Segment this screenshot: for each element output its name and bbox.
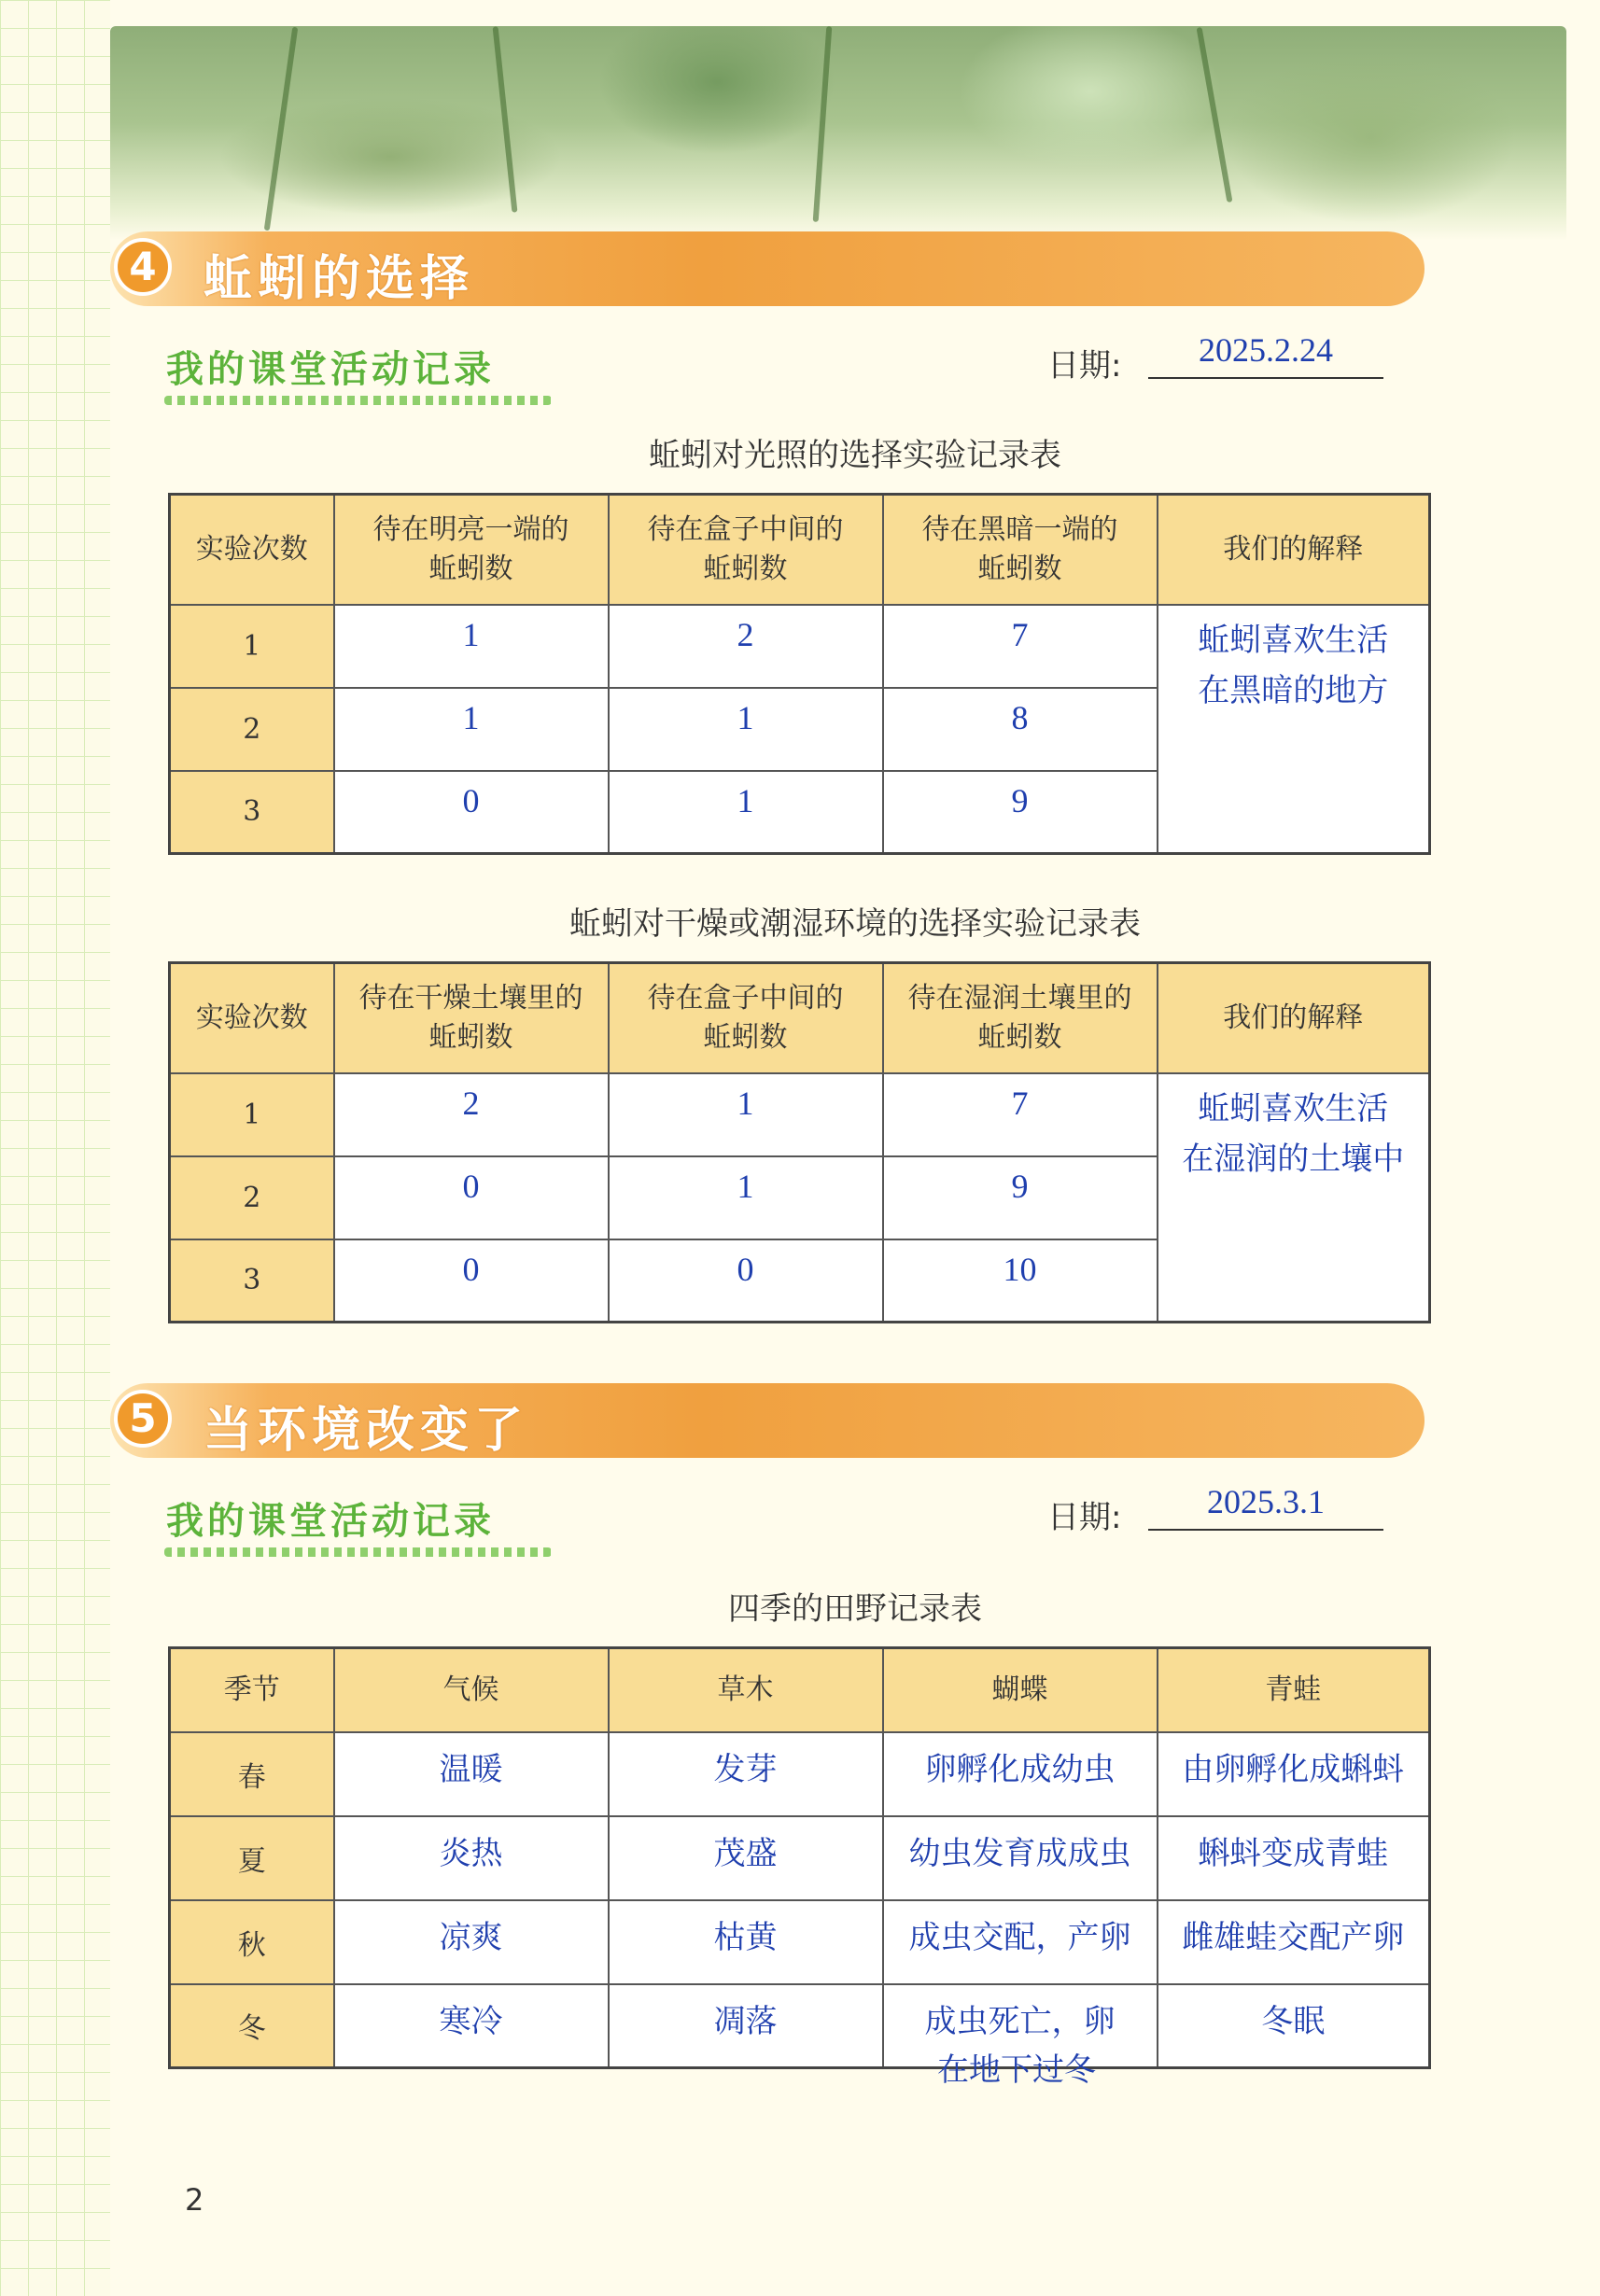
count-cell: 1 xyxy=(609,1156,883,1239)
count-cell: 0 xyxy=(609,1239,883,1323)
trial-number: 1 xyxy=(170,605,334,688)
count-cell: 7 xyxy=(883,605,1158,688)
count-cell: 1 xyxy=(609,688,883,771)
subtitle-underline xyxy=(164,1547,552,1557)
section4-number: 4 xyxy=(114,238,172,296)
header-cell: 草木 xyxy=(609,1648,883,1732)
climate-cell: 炎热 xyxy=(334,1816,609,1900)
date-label: 日期: xyxy=(1047,1499,1122,1536)
count-cell: 2 xyxy=(334,1073,609,1156)
count-cell: 0 xyxy=(334,771,609,854)
butterfly-cell: 幼虫发育成成虫 xyxy=(883,1816,1158,1900)
section4-subtitle: 我的课堂活动记录 xyxy=(166,348,495,391)
section5-subtitle: 我的课堂活动记录 xyxy=(166,1500,495,1543)
butterfly-winter-overflow: 在地下过冬 xyxy=(937,2051,1096,2089)
plants-cell: 茂盛 xyxy=(609,1816,883,1900)
butterfly-cell: 卵孵化成幼虫 xyxy=(883,1732,1158,1816)
header-cell: 待在盒子中间的 蚯蚓数 xyxy=(609,963,883,1073)
header-cell: 实验次数 xyxy=(170,963,334,1073)
explanation-cell: 蚯蚓喜欢生活 在黑暗的地方 xyxy=(1158,605,1430,854)
climate-cell: 凉爽 xyxy=(334,1900,609,1984)
butterfly-cell: 成虫交配，产卵 xyxy=(883,1900,1158,1984)
count-cell: 1 xyxy=(334,605,609,688)
header-cell: 实验次数 xyxy=(170,495,334,605)
header-cell: 待在干燥土壤里的 蚯蚓数 xyxy=(334,963,609,1073)
count-cell: 2 xyxy=(609,605,883,688)
section5-banner xyxy=(110,1383,1425,1458)
count-cell: 9 xyxy=(883,1156,1158,1239)
count-cell: 1 xyxy=(334,688,609,771)
frog-cell: 蝌蚪变成青蛙 xyxy=(1158,1816,1430,1900)
date-value: 2025.2.24 xyxy=(1148,330,1383,379)
count-cell: 0 xyxy=(334,1239,609,1323)
trial-number: 2 xyxy=(170,688,334,771)
moisture-choice-table xyxy=(168,961,1431,1323)
count-cell: 1 xyxy=(609,771,883,854)
season-label: 秋 xyxy=(170,1900,334,1984)
page-number: 2 xyxy=(185,2182,204,2218)
trial-number: 1 xyxy=(170,1073,334,1156)
trial-number: 3 xyxy=(170,771,334,854)
header-cell: 待在黑暗一端的 蚯蚓数 xyxy=(883,495,1158,605)
explanation-cell: 蚯蚓喜欢生活 在湿润的土壤中 xyxy=(1158,1073,1430,1323)
header-cell: 气候 xyxy=(334,1648,609,1732)
count-cell: 0 xyxy=(334,1156,609,1239)
section4-banner xyxy=(110,231,1425,306)
header-cell: 我们的解释 xyxy=(1158,495,1430,605)
header-cell: 待在湿润土壤里的 蚯蚓数 xyxy=(883,963,1158,1073)
butterfly-cell: 成虫死亡，卵 xyxy=(883,1984,1158,2068)
season-label: 冬 xyxy=(170,1984,334,2068)
header-photo-leaves xyxy=(110,26,1566,241)
section5-title: 当环境改变了 xyxy=(204,1403,529,1459)
workbook-page xyxy=(110,0,1600,2296)
count-cell: 10 xyxy=(883,1239,1158,1323)
frog-cell: 由卵孵化成蝌蚪 xyxy=(1158,1732,1430,1816)
trial-number: 3 xyxy=(170,1239,334,1323)
date-label: 日期: xyxy=(1047,347,1122,385)
subtitle-underline xyxy=(164,396,552,405)
season-label: 夏 xyxy=(170,1816,334,1900)
count-cell: 7 xyxy=(883,1073,1158,1156)
climate-cell: 寒冷 xyxy=(334,1984,609,2068)
table1-caption: 蚯蚓对光照的选择实验记录表 xyxy=(649,437,1061,474)
count-cell: 9 xyxy=(883,771,1158,854)
season-table-caption: 四季的田野记录表 xyxy=(728,1590,982,1628)
count-cell: 8 xyxy=(883,688,1158,771)
table2-caption: 蚯蚓对干燥或潮湿环境的选择实验记录表 xyxy=(569,905,1141,943)
climate-cell: 温暖 xyxy=(334,1732,609,1816)
plants-cell: 发芽 xyxy=(609,1732,883,1816)
header-cell: 蝴蝶 xyxy=(883,1648,1158,1732)
light-choice-table xyxy=(168,493,1431,855)
header-cell: 季节 xyxy=(170,1648,334,1732)
section5-number: 5 xyxy=(114,1390,172,1448)
header-cell: 待在明亮一端的 蚯蚓数 xyxy=(334,495,609,605)
frog-cell: 雌雄蛙交配产卵 xyxy=(1158,1900,1430,1984)
season-label: 春 xyxy=(170,1732,334,1816)
header-cell: 青蛙 xyxy=(1158,1648,1430,1732)
plants-cell: 凋落 xyxy=(609,1984,883,2068)
frog-cell: 冬眠 xyxy=(1158,1984,1430,2068)
plants-cell: 枯黄 xyxy=(609,1900,883,1984)
date-value: 2025.3.1 xyxy=(1148,1482,1383,1531)
season-field-table xyxy=(168,1646,1431,2069)
count-cell: 1 xyxy=(609,1073,883,1156)
header-cell: 我们的解释 xyxy=(1158,963,1430,1073)
grid-margin xyxy=(0,0,112,2296)
header-cell: 待在盒子中间的 蚯蚓数 xyxy=(609,495,883,605)
trial-number: 2 xyxy=(170,1156,334,1239)
section4-title: 蚯蚓的选择 xyxy=(204,251,475,307)
